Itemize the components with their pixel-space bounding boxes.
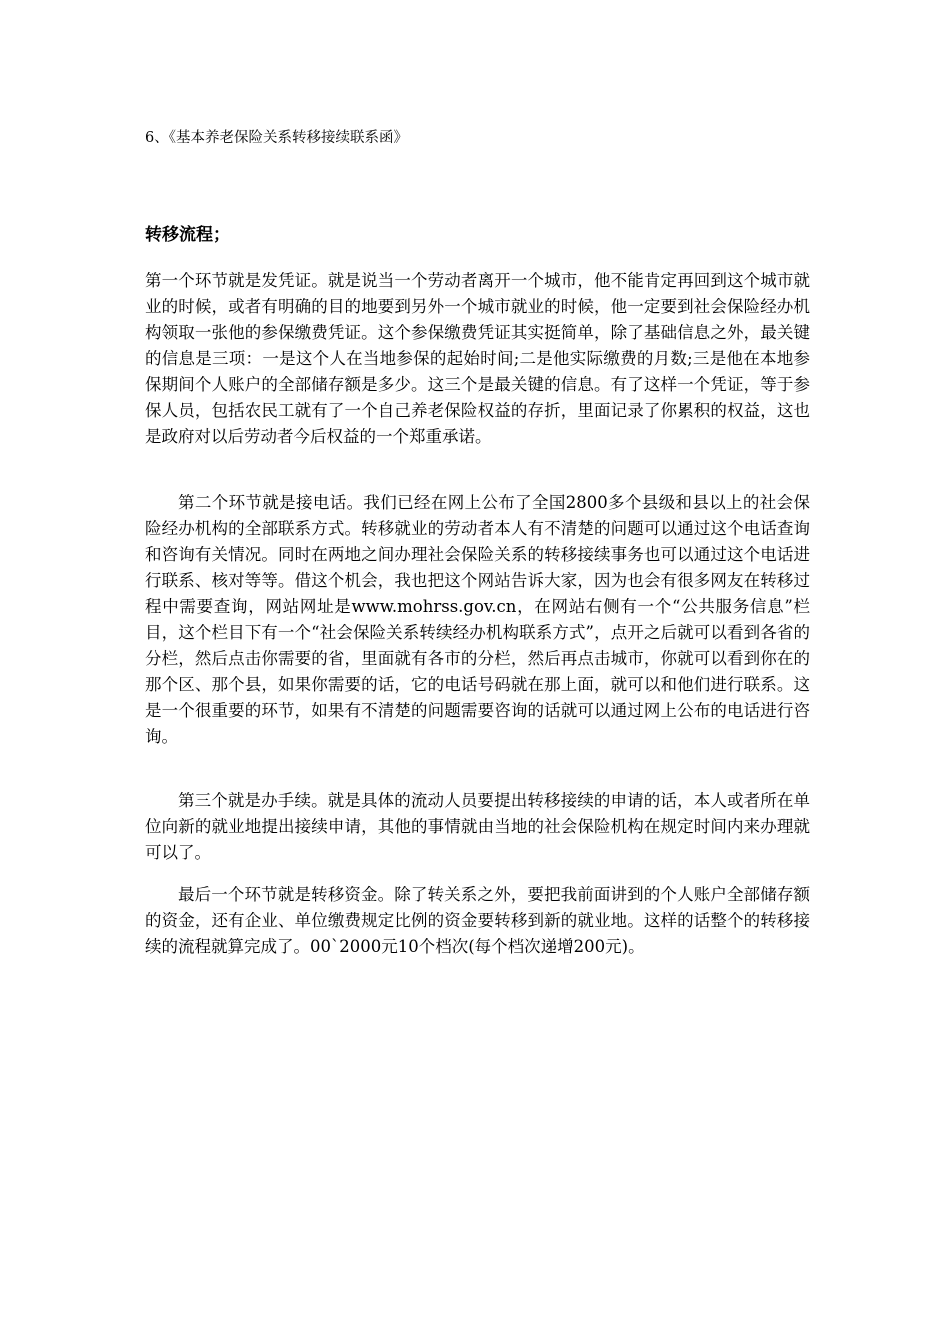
document-list-item: 6、《基本养老保险关系转移接续联系函》	[145, 130, 408, 146]
paragraph-procedures: 第三个就是办手续。就是具体的流动人员要提出转移接续的申请的话，本人或者所在单位向新的就业地提出接续申请，其他的事情就由当地的社会保险机构在规定时间内来办理就可以了。	[145, 791, 810, 862]
section-heading: 转移流程；	[145, 225, 230, 245]
paragraph-phone-contact: 第二个环节就是接电话。我们已经在网上公布了全国2800多个县级和县以上的社会保险经办机构的全部联系方式。转移就业的劳动者本人有不清楚的问题可以通过这个电话查询和咨询有关情况。同时在两地之间办理社会保险关系的转移接续事务也可以通过这个电话进行联系、核对等等。借这个机会，我也把这个网站告诉大家，因为也会有很多网友在转移过程中需要查询，网站网址是www.mohrss.gov.cn，在网站右侧有一个“公共服务信息”栏目，这个栏目下有一个“社会保险关系转续经办机构联系方式”，点开之后就可以看到各省的分栏，然后点击你需要的省，里面就有各市的分栏，然后再点击城市，你就可以看到你在的那个区、那个县，如果你需要的话，它的电话号码就在那上面，就可以和他们进行联系。这是一个很重要的环节，如果有不清楚的问题需要咨询的话就可以通过网上公布的电话进行咨询。	[145, 493, 810, 746]
paragraph-issue-certificate: 第一个环节就是发凭证。就是说当一个劳动者离开一个城市，他不能肯定再回到这个城市就业的时候，或者有明确的目的地要到另外一个城市就业的时候，他一定要到社会保险经办机构领取一张他的参保缴费凭证。这个参保缴费凭证其实挺简单，除了基础信息之外，最关键的信息是三项：一是这个人在当地参保的起始时间;二是他实际缴费的月数;三是他在本地参保期间个人账户的全部储存额是多少。这三个是最关键的信息。有了这样一个凭证，等于参保人员，包括农民工就有了一个自己养老保险权益的存折，里面记录了你累积的权益，这也是政府对以后劳动者今后权益的一个郑重承诺。	[145, 271, 810, 446]
paragraph-fund-transfer: 最后一个环节就是转移资金。除了转关系之外，要把我前面讲到的个人账户全部储存额的资金，还有企业、单位缴费规定比例的资金要转移到新的就业地。这样的话整个的转移接续的流程就算完成了。00`2000元10个档次(每个档次递增200元)。	[145, 885, 810, 956]
